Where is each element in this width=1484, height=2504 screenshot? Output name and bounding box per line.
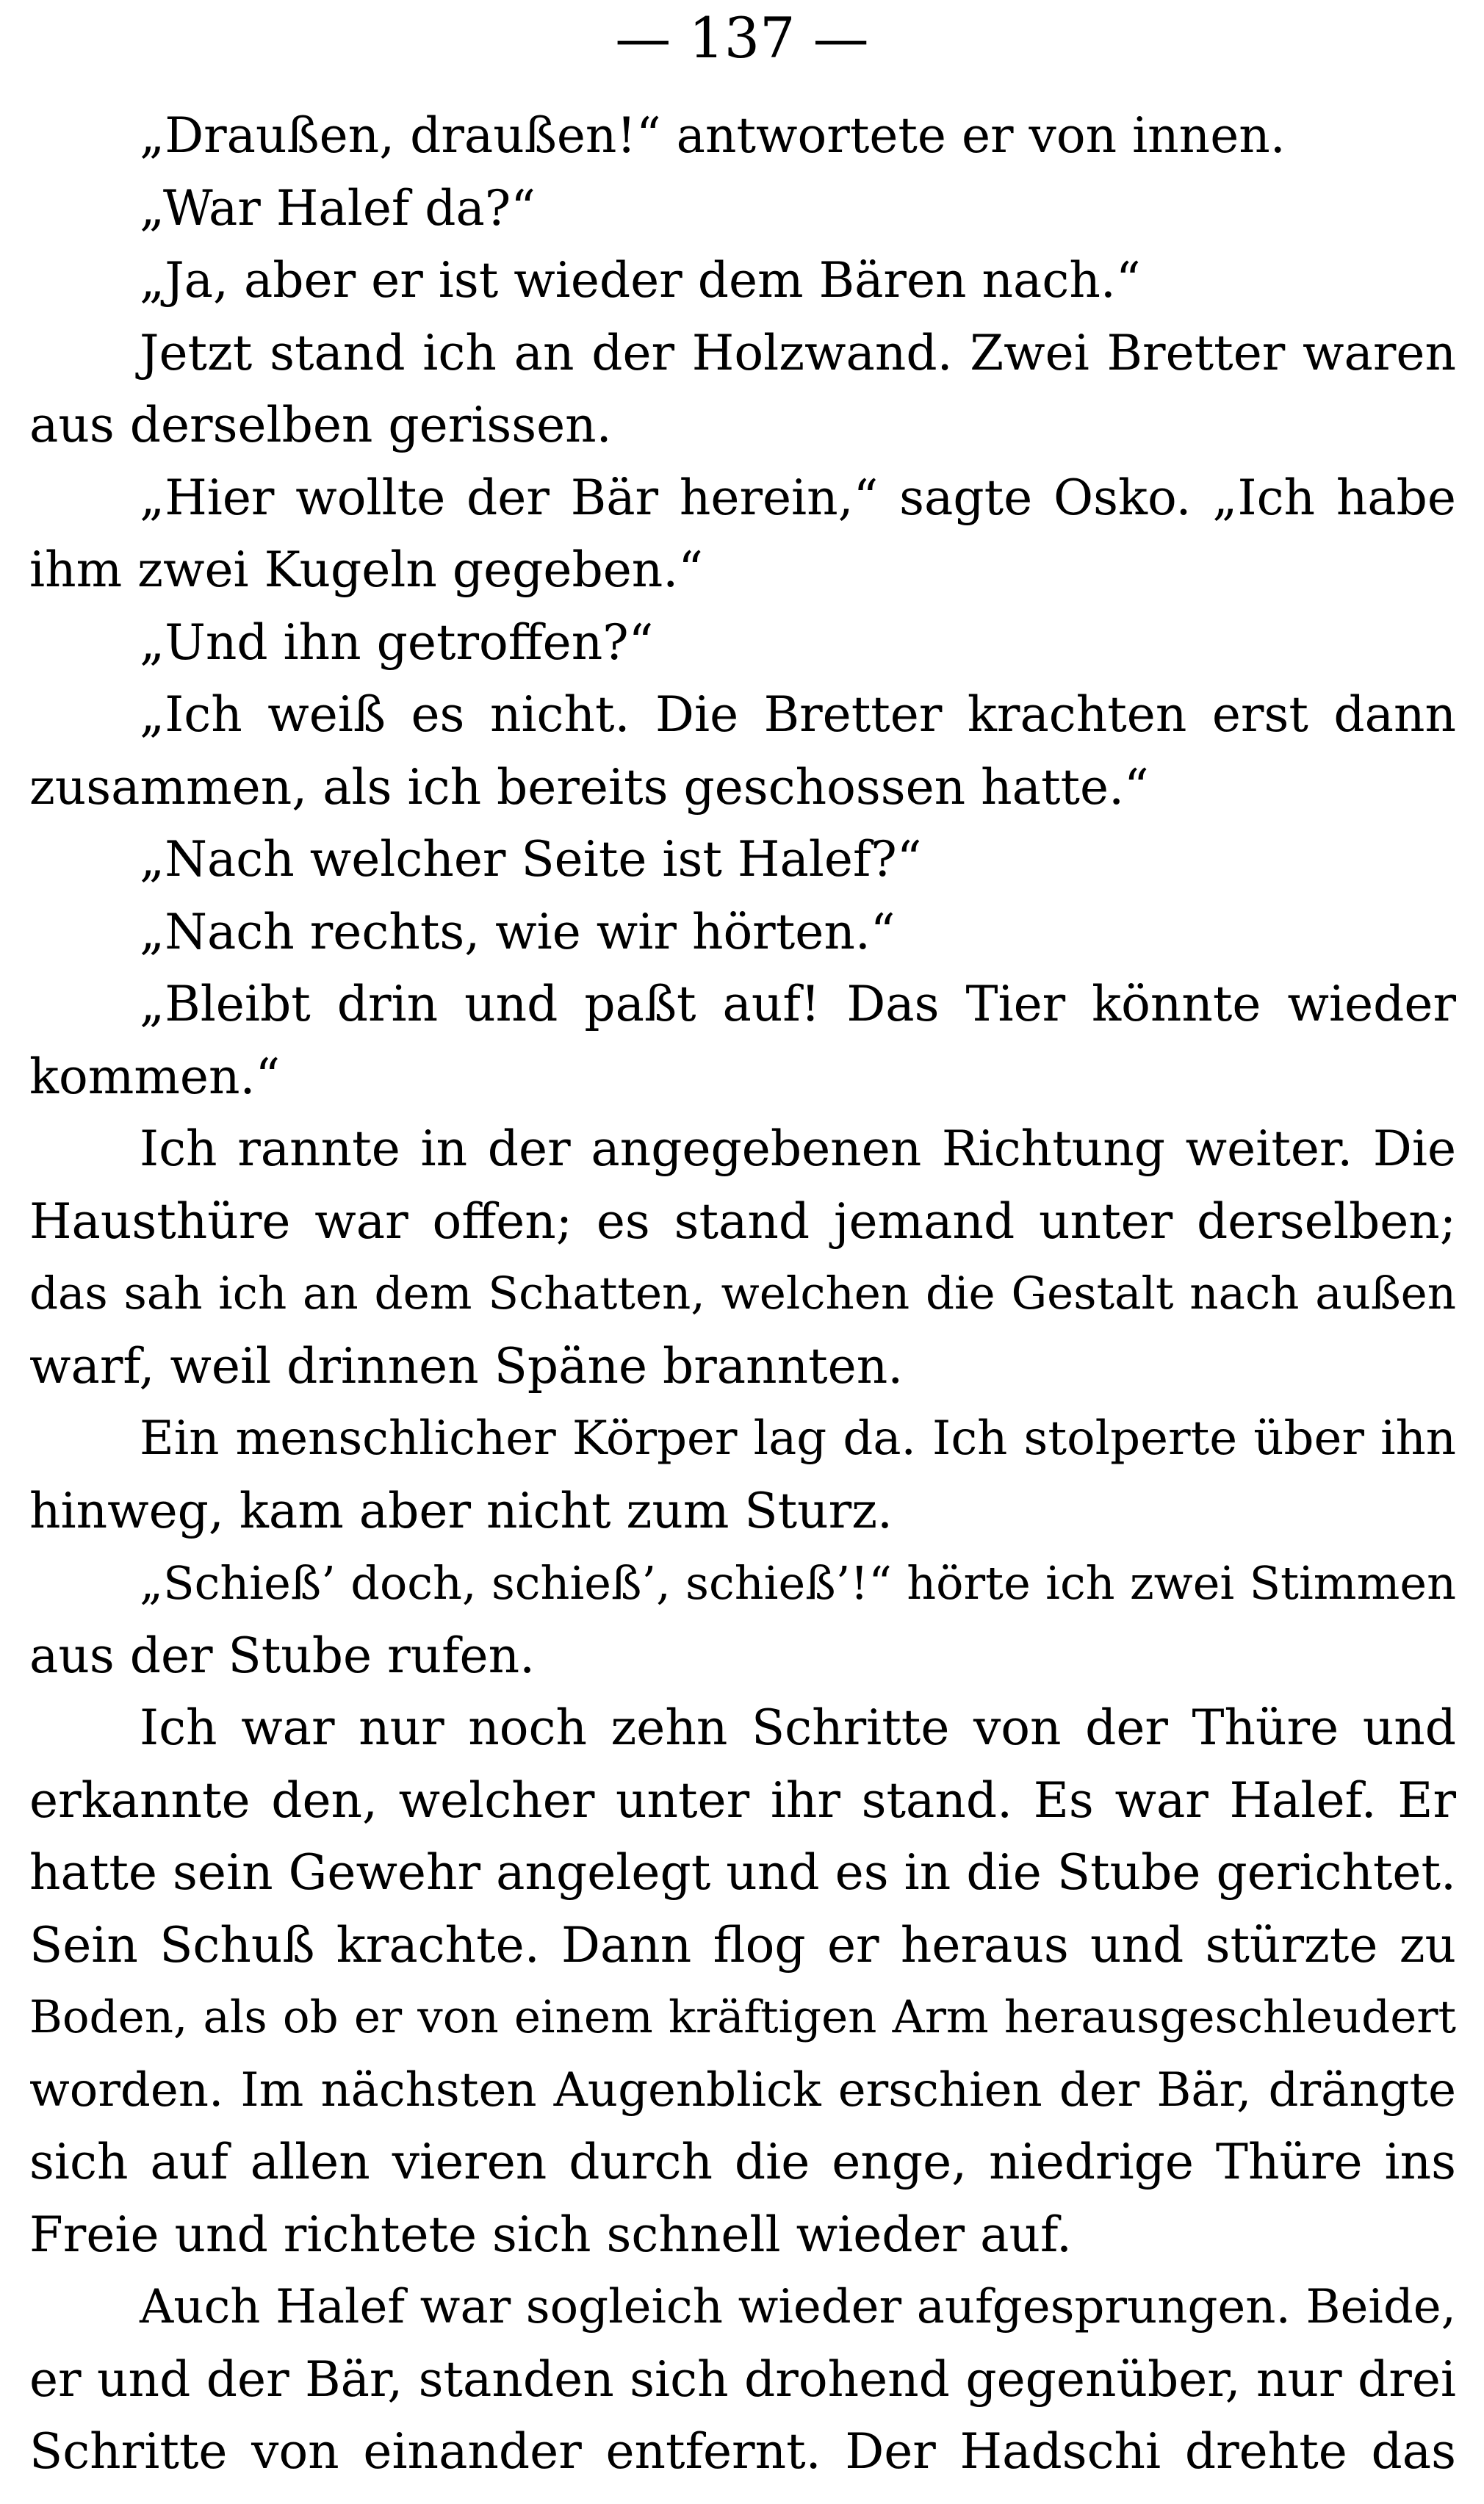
page-number: — 137 — — [615, 5, 869, 71]
text-line: hatte sein Gewehr angelegt und es in die Stube gerichtet. — [29, 1844, 1456, 1901]
text-line: Boden, als ob er von einem kräftigen Arm herausgeschleudert — [29, 1991, 1456, 2043]
text-line: „Schieß’ doch, schieß’, schieß’!“ hörte ich zwei Stimmen — [140, 1556, 1456, 1610]
text-line: „Ich weiß es nicht. Die Bretter krachten erst dann — [140, 686, 1456, 743]
text-line: Sein Schuß krachte. Dann flog er heraus und stürzte zu — [29, 1916, 1456, 1974]
text-line: das sah ich an dem Schatten, welchen die Gestalt nach außen — [29, 1267, 1456, 1320]
text-line: aus derselben gerissen. — [29, 397, 612, 453]
text-line: „Und ihn getroffen?“ — [140, 614, 654, 671]
text-line: Schritte von einander entfernt. Der Hadschi drehte das — [29, 2423, 1456, 2480]
text-line: erkannte den, welcher unter ihr stand. Es war Halef. Er — [29, 1771, 1456, 1829]
text-line: ihm zwei Kugeln gegeben.“ — [29, 542, 704, 598]
text-line: Jetzt stand ich an der Holzwand. Zwei Bretter waren — [140, 324, 1456, 381]
text-line: sich auf allen vieren durch die enge, niedrige Thüre ins — [29, 2134, 1456, 2190]
text-line: zusammen, als ich bereits geschossen hatte.“ — [29, 758, 1149, 816]
text-line: Auch Halef war sogleich wieder aufgesprungen. Beide, — [140, 2280, 1456, 2334]
text-line: „Hier wollte der Bär herein,“ sagte Osko. „Ich habe — [140, 469, 1456, 526]
text-line: warf, weil drinnen Späne brannten. — [29, 1337, 904, 1395]
text-line: kommen.“ — [29, 1048, 281, 1105]
text-line: „Bleibt drin und paßt auf! Das Tier könnte wieder — [140, 976, 1456, 1032]
text-line: „Ja, aber er ist wieder dem Bären nach.“ — [140, 252, 1141, 309]
text-line: Ein menschlicher Körper lag da. Ich stolperte über ihn — [140, 1411, 1456, 1466]
text-line: „Nach welcher Seite ist Halef?“ — [140, 831, 922, 888]
text-line: aus der Stube rufen. — [29, 1627, 536, 1684]
text-line: „Draußen, draußen!“ antwortete er von innen. — [140, 107, 1286, 164]
text-line: Ich war nur noch zehn Schritte von der Thüre und — [140, 1699, 1456, 1756]
text-line: worden. Im nächsten Augenblick erschien der Bär, drängte — [29, 2062, 1456, 2118]
text-line: hinweg, kam aber nicht zum Sturz. — [29, 1482, 893, 1539]
text-line: „War Halef da?“ — [140, 179, 536, 237]
text-line: Freie und richtete sich schnell wieder auf. — [29, 2206, 1072, 2263]
text-line: er und der Bär, standen sich drohend gegenüber, nur drei — [29, 2350, 1456, 2408]
text-line: Ich rannte in der angegebenen Richtung weiter. Die — [140, 1120, 1456, 1177]
body-text — [29, 100, 1456, 2489]
text-line: Hausthüre war offen; es stand jemand unter derselben; — [29, 1192, 1456, 1250]
text-line: „Nach rechts, wie wir hörten.“ — [140, 903, 896, 960]
